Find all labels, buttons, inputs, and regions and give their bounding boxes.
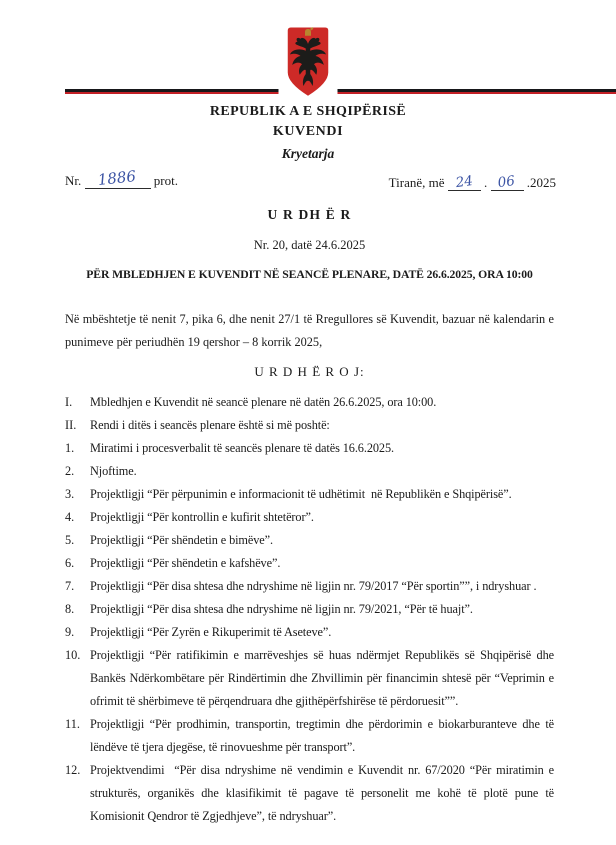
list-item xyxy=(65,575,554,598)
list-item xyxy=(65,506,554,529)
month-blank-line xyxy=(491,172,524,192)
list-item xyxy=(65,529,554,552)
list-item xyxy=(65,460,554,483)
item-text: Njoftime. xyxy=(90,464,137,478)
order-subject: PËR MBLEDHJEN E KUVENDIT NË SEANCË PLENARE, DATË 26.6.2025, ORA 10:00 xyxy=(86,268,533,281)
rule-red-stripe xyxy=(65,92,616,95)
list-item xyxy=(65,437,554,460)
order-list xyxy=(65,391,554,828)
item-text: Projektligji “Për ratifikimin e marrëveshjes së huas ndërmjet Republikës së Shqipërisë dhe Bankës Ndërkombëtare për Rindërtimin dhe Zhvillimin për financimin shtesë për “Veprimin e ofrimit të shërbimeve të përqendruara dhe gjithëpërfshirëse të përdoruesit””. xyxy=(90,648,554,708)
item-text: Projektligji “Për disa shtesa dhe ndryshime në ligjin nr. 79/2021, “Për të huajt”. xyxy=(90,602,473,616)
date-separator: . xyxy=(484,175,488,190)
item-text: Projektligji “Për përpunimin e informacionit të udhëtimit në Republikën e Shqipërisë”. xyxy=(90,487,512,501)
protocol-number-handwritten: 1886 xyxy=(97,167,138,189)
item-number: 2. xyxy=(65,464,75,478)
month-handwritten: 06 xyxy=(497,172,517,192)
item-number: 10. xyxy=(65,648,81,662)
item-number: 11. xyxy=(65,717,80,731)
item-number: 9. xyxy=(65,625,75,639)
item-number: 8. xyxy=(65,602,75,616)
item-text: Rendi i ditës i seancës plenare është si më poshtë: xyxy=(90,418,330,432)
preamble-paragraph: Në mbështetje të nenit 7, pika 6, dhe nenit 27/1 të Rregullores së Kuvendit, bazuar në kalendarin e punimeve për periudhën 19 qershor – 8 korrik 2025, xyxy=(65,312,554,349)
order-title: U R DH Ë R xyxy=(267,207,352,222)
item-text: Projektligji “Për Zyrën e Rikuperimit të Aseteve”. xyxy=(90,625,332,639)
header-divider-rule xyxy=(65,89,616,94)
office-title: Kryetarja xyxy=(281,146,335,161)
item-number: 5. xyxy=(65,533,75,547)
list-item xyxy=(65,414,554,437)
item-number: I. xyxy=(65,395,73,409)
protocol-row xyxy=(65,167,178,189)
protocol-suffix: prot. xyxy=(153,173,178,188)
item-text: Projektvendimi “Për disa ndryshime në vendimin e Kuvendit nr. 67/2020 “Për miratimin e strukturës, organikës dhe klasifikimit të pagave të personelit me kohë të plotë pune të Komisionit Qendror të Zgjedhjeve”, të ndryshuar”. xyxy=(90,763,554,823)
day-blank-line xyxy=(448,172,481,192)
institution-title: KUVENDI xyxy=(272,124,344,139)
list-item xyxy=(65,621,554,644)
item-number: 3. xyxy=(65,487,75,501)
list-item xyxy=(65,713,554,759)
list-item xyxy=(65,483,554,506)
item-text: Projektligji “Për shëndetin e bimëve”. xyxy=(90,533,273,547)
list-item xyxy=(65,391,554,414)
day-handwritten: 24 xyxy=(454,172,474,192)
order-body xyxy=(65,203,554,828)
item-text: Projektligji “Për shëndetin e kafshëve”. xyxy=(90,556,281,570)
item-number: 6. xyxy=(65,556,75,570)
protocol-blank-line xyxy=(85,167,151,189)
order-number-line: Nr. 20, datë 24.6.2025 xyxy=(253,238,366,252)
list-item xyxy=(65,598,554,621)
albanian-eagle-emblem-icon xyxy=(279,26,338,98)
item-number: 4. xyxy=(65,510,75,524)
item-number: II. xyxy=(65,418,77,432)
dateline-city-label: Tiranë, më xyxy=(388,175,445,190)
item-number: 1. xyxy=(65,441,75,455)
item-text: Miratimi i procesverbalit të seancës plenare të datës 16.6.2025. xyxy=(90,441,394,455)
republic-title: REPUBLIK A E SHQIPËRISË xyxy=(209,104,407,119)
dateline-year: .2025 xyxy=(526,175,556,190)
item-number: 7. xyxy=(65,579,75,593)
item-text: Mbledhjen e Kuvendit në seancë plenare në datën 26.6.2025, ora 10:00. xyxy=(90,395,437,409)
protocol-label: Nr. xyxy=(65,173,82,188)
item-text: Projektligji “Për prodhimin, transportin, tregtimin dhe përdorimin e biokarburanteve dhe të lëndëve të tjera djegëse, të rinovueshme për transport”. xyxy=(90,717,554,754)
dateline-row xyxy=(388,172,556,192)
list-item xyxy=(65,552,554,575)
item-number: 12. xyxy=(65,763,81,777)
list-item xyxy=(65,644,554,713)
list-item xyxy=(65,759,554,828)
item-text: Projektligji “Për kontrollin e kufirit shtetëror”. xyxy=(90,510,314,524)
item-text: Projektligji “Për disa shtesa dhe ndryshime në ligjin nr. 79/2017 “Për sportin””, i ndryshuar . xyxy=(90,579,537,593)
command-word: U R D H Ë R O J: xyxy=(254,364,365,379)
